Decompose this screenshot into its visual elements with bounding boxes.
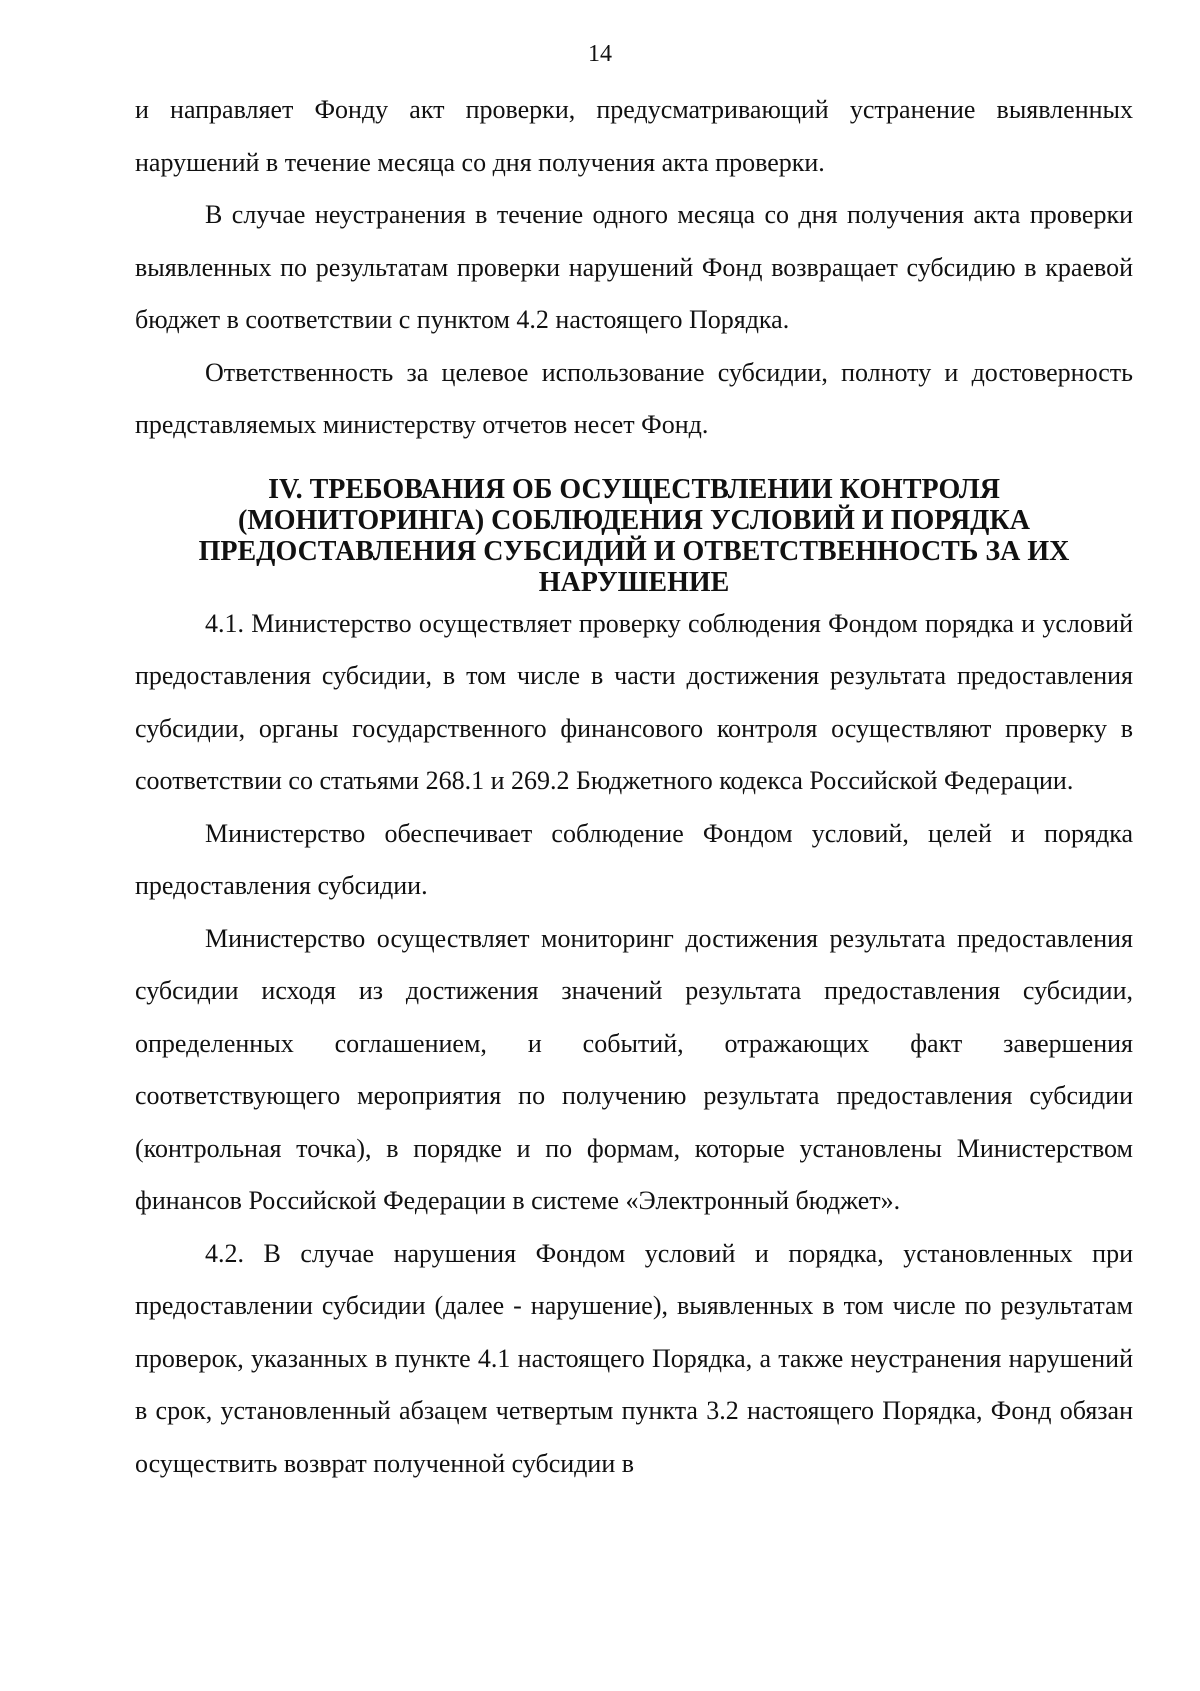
paragraph-4-2: 4.2. В случае нарушения Фондом условий и порядка, установленных при предоставлении субсидии (далее - нарушение), выявленных в том числе по результатам проверок, указанных в пункте 4.1 настоящего Порядка, а также неустранения нарушений в срок, установленный абзацем четвертым пункта 3.2 настоящего Порядка, Фонд обязан осуществить возврат полученной субсидии в <box>135 1238 1133 1478</box>
paragraph-continuation: и направляет Фонду акт проверки, предусматривающий устранение выявленных нарушений в течение месяца со дня получения акта проверки. <box>135 95 1133 177</box>
paragraph-non-elimination: В случае неустранения в течение одного месяца со дня получения акта проверки выявленных по результатам проверки нарушений Фонд возвращает субсидию в краевой бюджет в соответствии с пунктом 4.2 настоящего Порядка. <box>135 200 1133 334</box>
section-heading: IV. ТРЕБОВАНИЯ ОБ ОСУЩЕСТВЛЕНИИ КОНТРОЛЯ (МОНИТОРИНГА) СОБЛЮДЕНИЯ УСЛОВИЙ И ПОРЯДКА ПРЕДОСТАВЛЕНИЯ СУБСИДИЙ И ОТВЕТСТВЕННОСТЬ ЗА ИХ НАРУШЕНИЕ <box>198 473 1070 598</box>
page-number: 14 <box>588 41 612 67</box>
paragraph-monitoring: Министерство осуществляет мониторинг достижения результата предоставления субсидии исходя из достижения значений результата предоставления субсидии, определенных соглашением, и событий, отражающих факт завершения соответствующего мероприятия по получению результата предоставления субсидии (контрольная точка), в порядке и по формам, которые установлены Министерством финансов Российской Федерации в системе «Электронный бюджет». <box>135 923 1133 1215</box>
paragraph-responsibility: Ответственность за целевое использование субсидии, полноту и достоверность представляемых министерству отчетов несет Фонд. <box>135 357 1133 439</box>
document-body <box>135 84 1133 1490</box>
paragraph-ministry-ensures: Министерство обеспечивает соблюдение Фондом условий, целей и порядка предоставления субсидии. <box>135 818 1133 900</box>
paragraph-4-1: 4.1. Министерство осуществляет проверку соблюдения Фондом порядка и условий предоставления субсидии, в том числе в части достижения результата предоставления субсидии, органы государственного финансового контроля осуществляют проверку в соответствии со статьями 268.1 и 269.2 Бюджетного кодекса Российской Федерации. <box>135 608 1133 795</box>
